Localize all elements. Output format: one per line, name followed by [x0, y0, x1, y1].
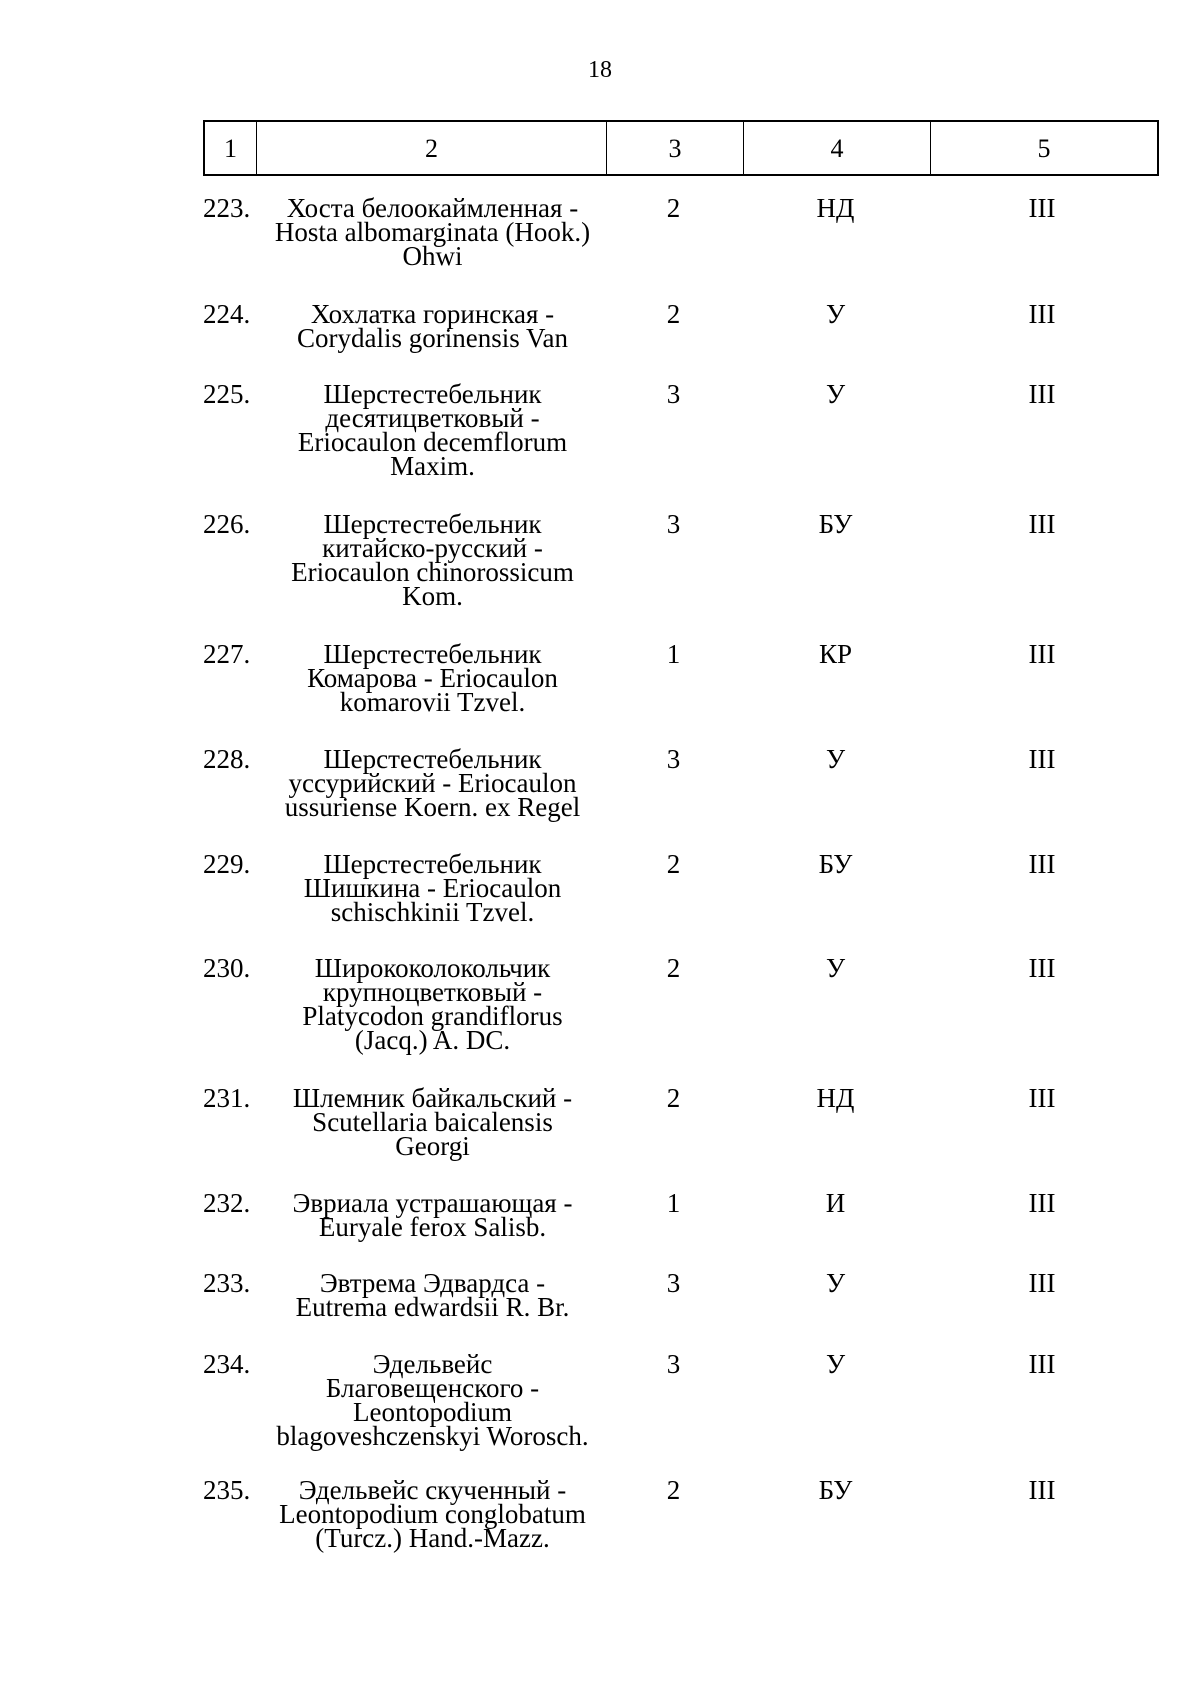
species-name: [255, 379, 610, 481]
species-name-line: Ширококолокольчик: [314, 953, 551, 983]
page-number: 18: [588, 57, 612, 83]
list-code: III: [1028, 953, 1056, 983]
species-name-line: Эдельвейс скученный -: [298, 1475, 567, 1505]
species-name-line: Шерстестебельник: [323, 379, 542, 409]
row-number: 223.: [203, 193, 251, 223]
species-name: [255, 1083, 610, 1161]
rarity-category: 3: [666, 744, 681, 774]
species-name-line: крупноцветковый -: [322, 977, 543, 1007]
row-number: 232.: [203, 1188, 251, 1218]
species-name-line: Благовещенского -: [325, 1373, 540, 1403]
species-name-line: Эдельвейс: [372, 1349, 493, 1379]
row-number: 231.: [203, 1083, 251, 1113]
species-name-line: Eutrema edwardsii R. Br.: [295, 1292, 570, 1322]
list-code: III: [1028, 1268, 1056, 1298]
row-number: 233.: [203, 1268, 251, 1298]
list-code: III: [1028, 509, 1056, 539]
rarity-category: 3: [666, 379, 681, 409]
header-col-2: 2: [257, 122, 607, 176]
status-code: У: [825, 299, 846, 329]
species-name-line: Corydalis gorinensis Van: [297, 323, 568, 353]
species-name: [255, 509, 610, 611]
list-code: III: [1028, 744, 1056, 774]
species-name-line: Шерстестебельник: [323, 639, 542, 669]
list-code: III: [1028, 1083, 1056, 1113]
status-code: БУ: [818, 849, 853, 879]
row-number: 226.: [203, 509, 251, 539]
list-code: III: [1028, 379, 1056, 409]
status-code: У: [825, 379, 846, 409]
species-name-line: ussuriense Koern. ex Regel: [284, 792, 581, 822]
species-name-line: китайско-русский -: [322, 533, 543, 563]
species-name: [255, 1349, 610, 1451]
header-col-1: 1: [205, 122, 257, 176]
species-name-line: Шишкина - Eriocaulon: [303, 873, 562, 903]
list-code: III: [1028, 1349, 1056, 1379]
status-code: У: [825, 1349, 846, 1379]
rarity-category: 2: [666, 1083, 681, 1113]
row-number: 234.: [203, 1349, 251, 1379]
row-number: 229.: [203, 849, 251, 879]
rarity-category: 2: [666, 849, 681, 879]
rarity-category: 3: [666, 509, 681, 539]
species-name-line: Platycodon grandiflorus: [302, 1001, 563, 1031]
list-code: III: [1028, 639, 1056, 669]
species-name-line: Leontopodium conglobatum: [279, 1499, 586, 1529]
status-code: НД: [816, 1083, 855, 1113]
rarity-category: 2: [666, 193, 681, 223]
row-number: 225.: [203, 379, 251, 409]
status-code: И: [825, 1188, 846, 1218]
species-name: [255, 1475, 610, 1553]
status-code: НД: [816, 193, 855, 223]
list-code: III: [1028, 193, 1056, 223]
species-name-line: Шерстестебельник: [323, 744, 542, 774]
species-name: [255, 849, 610, 927]
species-name-line: Шлемник байкальский -: [292, 1083, 573, 1113]
header-col-5: 5: [1037, 134, 1051, 163]
species-name-line: Hosta albomarginata (Hook.): [274, 217, 591, 247]
species-name-line: уссурийский - Eriocaulon: [288, 768, 577, 798]
list-code: III: [1028, 1188, 1056, 1218]
species-name: [255, 1268, 610, 1322]
species-name-line: Scutellaria baicalensis: [312, 1107, 553, 1137]
species-name-line: Euryale ferox Salisb.: [318, 1212, 547, 1242]
row-number: 235.: [203, 1475, 251, 1505]
list-code: III: [1028, 299, 1056, 329]
species-name-line: Ohwi: [402, 241, 463, 271]
species-name-line: (Turcz.) Hand.-Mazz.: [315, 1523, 550, 1553]
status-code: КР: [818, 639, 853, 669]
species-name-line: Эвриала устрашающая -: [292, 1188, 573, 1218]
species-name-line: Комарова - Eriocaulon: [307, 663, 558, 693]
header-col-3: 3: [607, 122, 744, 176]
species-name-line: Georgi: [395, 1131, 470, 1161]
species-name: [255, 299, 610, 353]
list-code: III: [1028, 849, 1056, 879]
list-code: III: [1028, 1475, 1056, 1505]
rarity-category: 3: [666, 1349, 681, 1379]
row-number: 227.: [203, 639, 251, 669]
species-name: [255, 639, 610, 717]
species-name-line: Шерстестебельник: [323, 849, 542, 879]
species-name-line: Эвтрема Эдвардса -: [319, 1268, 546, 1298]
table-header: [203, 120, 1159, 176]
species-name-line: Eriocaulon decemflorum: [297, 427, 568, 457]
species-name-line: Хоста белоокаймленная -: [286, 193, 579, 223]
species-name-line: blagoveshczenskyi Worosch.: [276, 1421, 589, 1451]
rarity-category: 2: [666, 1475, 681, 1505]
species-name: [255, 744, 610, 822]
species-name: [255, 953, 610, 1055]
status-code: У: [825, 953, 846, 983]
rarity-category: 2: [666, 953, 681, 983]
rarity-category: 1: [666, 639, 681, 669]
row-number: 228.: [203, 744, 251, 774]
rarity-category: 3: [666, 1268, 681, 1298]
header-col-4: 4: [744, 122, 931, 176]
species-name-line: Хохлатка горинская -: [310, 299, 555, 329]
species-name-line: schischkinii Tzvel.: [330, 897, 535, 927]
species-name-line: (Jacq.) A. DC.: [354, 1025, 511, 1055]
species-name-line: Шерстестебельник: [323, 509, 542, 539]
species-name: [255, 193, 610, 271]
species-name-line: Eriocaulon chinorossicum: [291, 557, 574, 587]
status-code: У: [825, 744, 846, 774]
species-name-line: десятицветковый -: [325, 403, 540, 433]
species-name-line: Maxim.: [390, 451, 475, 481]
status-code: У: [825, 1268, 846, 1298]
rarity-category: 2: [666, 299, 681, 329]
rarity-category: 1: [666, 1188, 681, 1218]
species-name: [255, 1188, 610, 1242]
row-number: 230.: [203, 953, 251, 983]
species-name-line: komarovii Tzvel.: [339, 687, 526, 717]
species-name-line: Leontopodium: [353, 1397, 512, 1427]
species-name-line: Kom.: [402, 581, 463, 611]
row-number: 224.: [203, 299, 251, 329]
status-code: БУ: [818, 509, 853, 539]
status-code: БУ: [818, 1475, 853, 1505]
